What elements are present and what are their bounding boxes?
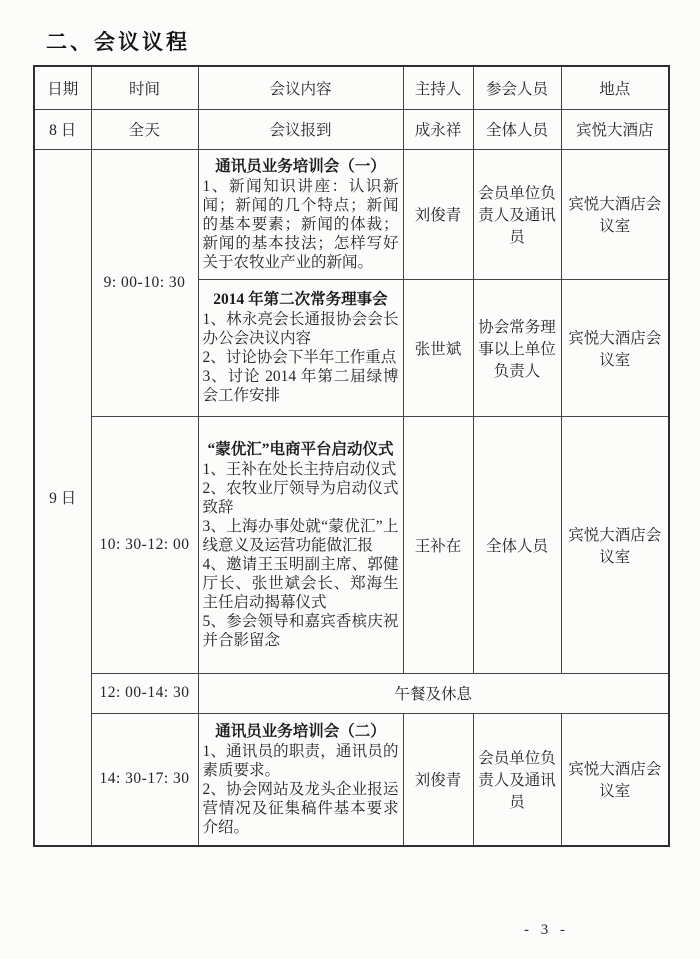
cell-content-training2 <box>198 713 403 846</box>
cell-time-morning1: 9: 00-10: 30 <box>91 149 198 416</box>
cell-participants: 协会常务理事以上单位负责人 <box>473 279 561 416</box>
session-title: 2014 年第二次常务理事会 <box>213 291 388 308</box>
cell-time-lunch: 12: 00-14: 30 <box>91 673 198 713</box>
col-header-content: 会议内容 <box>198 66 403 109</box>
cell-location: 宾悦大酒店 <box>561 109 669 149</box>
cell-content-training1 <box>198 149 403 279</box>
col-header-time: 时间 <box>91 66 198 109</box>
session-item: 1、新闻知识讲座：认识新闻；新闻的几个特点；新闻的基本要素；新闻的体裁；新闻的基本技法；怎样写好关于农牧业产业的新闻。 <box>202 177 399 271</box>
cell-participants: 全体人员 <box>473 416 561 673</box>
cell-location: 宾悦大酒店会议室 <box>561 149 669 279</box>
cell-time-afternoon: 14: 30-17: 30 <box>91 713 198 846</box>
cell-participants: 会员单位负责人及通讯员 <box>473 149 561 279</box>
cell-content-council <box>198 279 403 416</box>
cell-host: 张世斌 <box>403 279 473 416</box>
session-item: 1、通讯员的职责，通讯员的素质要求。 <box>202 742 399 779</box>
session-title: “蒙优汇”电商平台启动仪式 <box>207 440 394 458</box>
cell-time: 全天 <box>91 109 198 149</box>
cell-date: 8 日 <box>34 109 91 149</box>
session-item: 2、讨论协会下半年工作重点 <box>202 349 397 366</box>
session-item: 3、讨论 2014 年第二届绿博会工作安排 <box>202 368 399 404</box>
page-number: - 3 - <box>524 922 569 938</box>
cell-lunch-merged: 午餐及休息 <box>198 673 669 713</box>
cell-host: 刘俊青 <box>403 713 473 846</box>
session-item: 1、王补在处长主持启动仪式 <box>202 460 397 478</box>
session-item: 3、上海办事处就“蒙优汇”上线意义及运营功能做汇报 <box>202 517 399 554</box>
cell-content-launch <box>198 416 403 673</box>
cell-host: 王补在 <box>403 416 473 673</box>
table-header-row <box>34 66 669 109</box>
table-row-session-training2 <box>34 713 669 846</box>
cell-host: 成永祥 <box>403 109 473 149</box>
session-item: 2、农牧业厅领导为启动仪式致辞 <box>202 479 399 516</box>
session-item: 4、邀请王玉明副主席、郭健厅长、张世斌会长、郑海生主任启动揭幕仪式 <box>202 555 399 611</box>
table-row-session-training1 <box>34 149 669 279</box>
table-row-session-launch <box>34 416 669 673</box>
cell-location: 宾悦大酒店会议室 <box>561 416 669 673</box>
session-item: 1、林永亮会长通报协会会长办公会决议内容 <box>202 311 399 347</box>
session-title: 通讯员业务培训会（二） <box>215 722 386 740</box>
col-header-host: 主持人 <box>403 66 473 109</box>
agenda-table <box>33 65 670 847</box>
session-item: 5、参会领导和嘉宾香槟庆祝并合影留念 <box>202 612 399 649</box>
table-row-day8 <box>34 109 669 149</box>
cell-host: 刘俊青 <box>403 149 473 279</box>
cell-location: 宾悦大酒店会议室 <box>561 713 669 846</box>
col-header-location: 地点 <box>561 66 669 109</box>
cell-participants: 会员单位负责人及通讯员 <box>473 713 561 846</box>
session-title: 通讯员业务培训会（一） <box>215 157 386 175</box>
cell-content: 会议报到 <box>198 109 403 149</box>
col-header-date: 日期 <box>34 66 91 109</box>
section-title: 二、会议议程 <box>46 30 190 54</box>
session-item: 2、协会网站及龙头企业报运营情况及征集稿件基本要求介绍。 <box>202 780 399 836</box>
col-header-participants: 参会人员 <box>473 66 561 109</box>
cell-date-day9: 9 日 <box>34 149 91 846</box>
cell-participants: 全体人员 <box>473 109 561 149</box>
cell-location: 宾悦大酒店会议室 <box>561 279 669 416</box>
cell-time-morning2: 10: 30-12: 00 <box>91 416 198 673</box>
table-row-lunch <box>34 673 669 713</box>
